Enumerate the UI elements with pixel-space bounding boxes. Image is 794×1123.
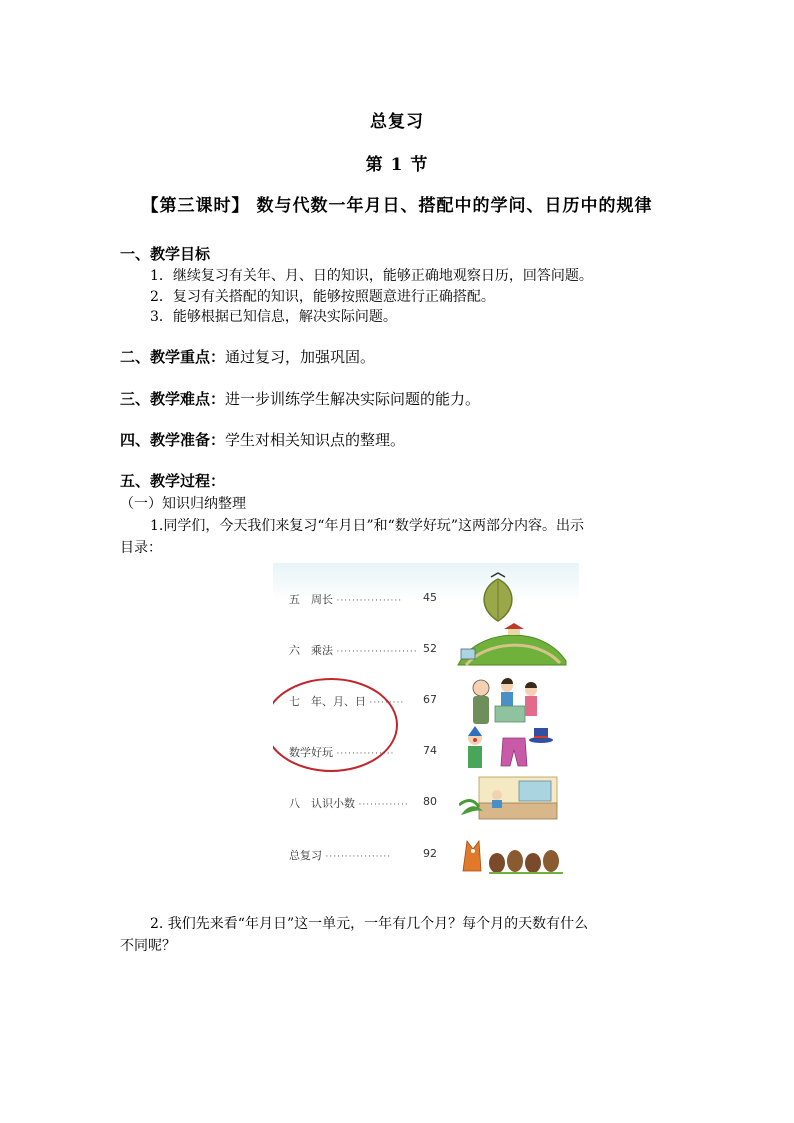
key-points-text: 通过复习，加强巩固。 — [225, 348, 376, 366]
difficulty-text: 进一步训练学生解决实际问题的能力。 — [225, 390, 481, 408]
difficulty — [120, 388, 480, 409]
hill-illustration — [456, 621, 568, 666]
lesson-title: 数与代数一年月日、搭配中的学问、日历中的规律 — [256, 196, 653, 216]
preparation-heading: 四、教学准备： — [120, 431, 226, 449]
shop-illustration — [459, 775, 559, 821]
doc-section: 第 1 节 — [365, 155, 429, 175]
process-subheading: （一）知识归纳整理 — [120, 496, 246, 512]
process-p2-line1: 2. 我们先来看“年月日”这一单元，一年有几个月？每个月的天数有什么 — [150, 916, 589, 932]
key-points — [120, 346, 375, 367]
toc-page-number: 67 — [423, 693, 437, 706]
toc-row: 总复习 ················· — [289, 849, 392, 862]
toc-row: 六 乘法 ····················· — [289, 644, 418, 657]
toc-page-number: 92 — [423, 847, 437, 860]
toc-row: 七 年、月、日 ········· — [289, 695, 405, 708]
process-p1-line2: 目录： — [120, 540, 162, 556]
process-heading: 五、教学过程： — [120, 472, 226, 490]
toc-page-number: 52 — [423, 642, 437, 655]
family-illustration — [463, 676, 543, 728]
preparation-text: 学生对相关知识点的整理。 — [225, 431, 406, 449]
goal-item-2: 2．复习有关搭配的知识，能够按照题意进行正确搭配。 — [150, 289, 495, 305]
difficulty-heading: 三、教学难点： — [120, 390, 226, 408]
toc-page-number: 45 — [423, 591, 437, 604]
toc-figure — [273, 563, 579, 881]
leaf-illustration — [473, 569, 523, 624]
doc-title: 总复习 — [370, 112, 424, 132]
toc-row: 数学好玩 ··············· — [289, 746, 395, 759]
key-points-heading: 二、教学重点： — [120, 348, 226, 366]
toc-page-number: 74 — [423, 744, 437, 757]
toc-row: 八 认识小数 ············· — [289, 797, 409, 810]
process-p1-line1: 1.同学们，今天我们来复习“年月日”和“数学好玩”这两部分内容。出示 — [150, 518, 584, 534]
fox-illustration — [459, 831, 569, 875]
preparation — [120, 429, 405, 450]
goal-item-1: 1．继续复习有关年、月、日的知识，能够正确地观察日历，回答问题。 — [150, 268, 593, 284]
clown-illustration — [463, 726, 555, 774]
toc-page-number: 80 — [423, 795, 437, 808]
lesson-heading — [0, 191, 794, 216]
toc-row: 五 周长 ················· — [289, 593, 403, 606]
lesson-tag: 【第三课时】 — [141, 196, 250, 216]
goal-item-3: 3．能够根据已知信息，解决实际问题。 — [150, 309, 397, 325]
process-p2-line2: 不同呢？ — [120, 938, 176, 954]
goals-heading: 一、教学目标 — [120, 245, 211, 263]
